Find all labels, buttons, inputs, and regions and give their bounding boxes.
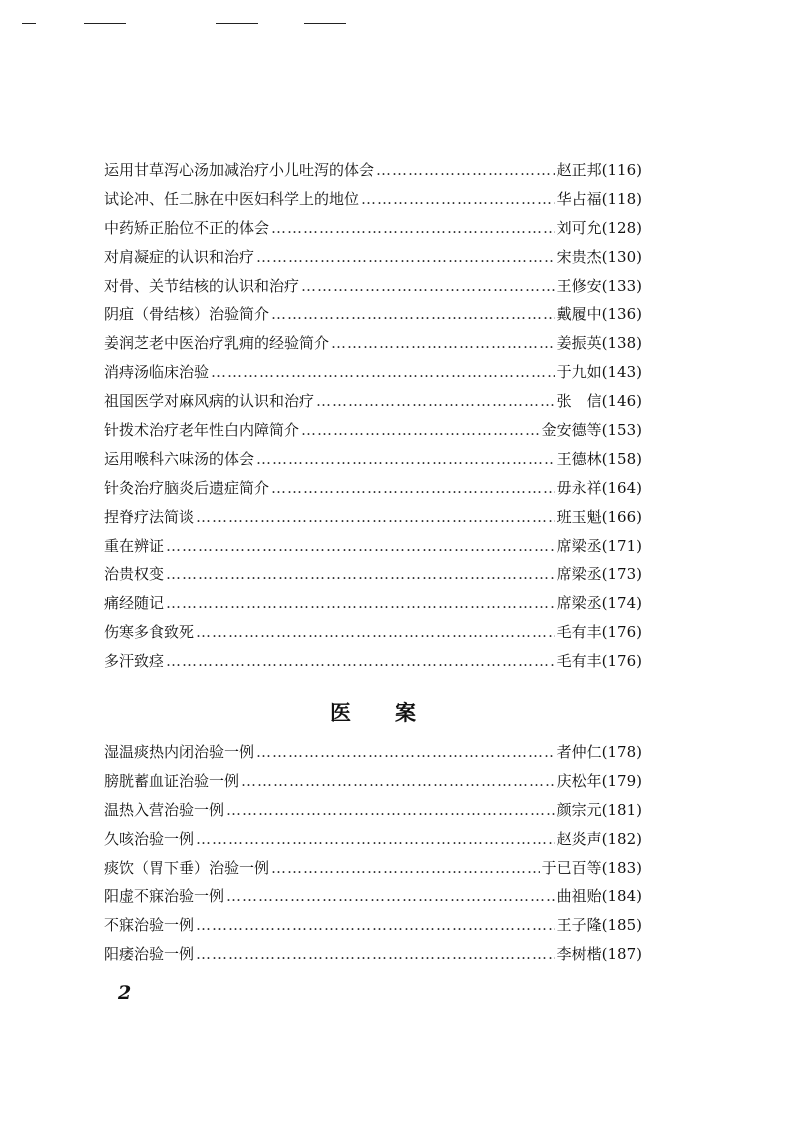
toc-entry <box>104 560 642 589</box>
toc-entry-page: (179) <box>601 771 642 790</box>
toc-entry-title: 阴疽（骨结核）治验简介 <box>104 305 270 324</box>
toc-entry-author: 宋贵杰 <box>556 247 602 266</box>
toc-entry-author: 毛有丰 <box>556 623 602 642</box>
page-number: 2 <box>118 982 132 1004</box>
toc-entry <box>104 882 642 911</box>
top-rule <box>84 23 126 24</box>
toc-entry <box>104 214 642 243</box>
dot-leader <box>226 882 555 911</box>
dot-leader <box>271 474 555 503</box>
table-of-contents-part-1 <box>104 156 642 676</box>
dot-leader <box>361 185 555 214</box>
toc-entry <box>104 156 642 185</box>
top-rule <box>304 23 346 24</box>
toc-entry-author: 赵炎声 <box>556 829 602 848</box>
toc-entry-title: 运用甘草泻心汤加减治疗小儿吐泻的体会 <box>104 161 375 179</box>
toc-entry-title: 湿温痰热内闭治验一例 <box>104 743 255 761</box>
dot-leader <box>301 272 555 301</box>
dot-leader <box>301 416 540 445</box>
toc-entry-page: (118) <box>601 189 642 208</box>
toc-entry-author: 王德林 <box>556 449 602 468</box>
toc-entry <box>104 854 642 883</box>
toc-entry-author: 曲祖贻 <box>556 887 602 906</box>
toc-entry-author: 席梁丞 <box>556 594 602 613</box>
toc-entry-page: (184) <box>601 887 642 906</box>
toc-entry <box>104 329 642 358</box>
dot-leader <box>271 854 540 883</box>
toc-entry-title: 阳痿治验一例 <box>104 945 195 964</box>
toc-entry <box>104 618 642 647</box>
toc-entry <box>104 940 642 969</box>
toc-entry-page: (183) <box>601 858 642 877</box>
toc-entry-author: 毋永祥 <box>556 478 602 497</box>
toc-entry-page: (176) <box>601 623 642 642</box>
dot-leader <box>196 825 555 854</box>
toc-entry-title: 痛经随记 <box>104 594 165 613</box>
toc-entry <box>104 647 642 676</box>
toc-entry-author: 戴履中 <box>556 305 602 324</box>
toc-entry-title: 试论冲、任二脉在中医妇科学上的地位 <box>104 189 360 208</box>
toc-entry <box>104 300 642 329</box>
dot-leader <box>166 647 555 676</box>
toc-entry-author: 刘可允 <box>556 218 602 237</box>
toc-entry-page: (128) <box>601 218 642 237</box>
toc-entry-title: 膀胱蓄血证治验一例 <box>104 771 240 790</box>
toc-entry-author: 赵正邦 <box>556 161 602 179</box>
toc-entry-page: (171) <box>601 536 642 555</box>
toc-entry-title: 重在辨证 <box>104 536 165 555</box>
toc-entry-title: 阳虚不寐治验一例 <box>104 887 225 906</box>
toc-entry <box>104 474 642 503</box>
toc-entry-title: 痰饮（胃下垂）治验一例 <box>104 858 270 877</box>
dot-leader <box>331 329 555 358</box>
toc-entry-title: 姜润芝老中医治疗乳痈的经验简介 <box>104 334 330 353</box>
toc-entry-title: 治贵权变 <box>104 565 165 584</box>
toc-entry-author: 席梁丞 <box>556 536 602 555</box>
toc-entry <box>104 387 642 416</box>
toc-entry-author: 毛有丰 <box>556 652 602 671</box>
toc-entry <box>104 796 642 825</box>
dot-leader <box>166 560 555 589</box>
toc-entry-title: 温热入营治验一例 <box>104 800 225 819</box>
dot-leader <box>196 503 555 532</box>
toc-entry <box>104 589 642 618</box>
toc-entry-page: (153) <box>601 421 642 440</box>
toc-entry <box>104 503 642 532</box>
section-heading: 医案 <box>330 700 460 725</box>
toc-entry-page: (174) <box>601 594 642 613</box>
dot-leader <box>211 358 555 387</box>
toc-entry <box>104 185 642 214</box>
toc-entry-page: (138) <box>601 334 642 353</box>
toc-entry-author: 李树楷 <box>556 945 602 964</box>
toc-entry-title: 对骨、关节结核的认识和治疗 <box>104 276 300 295</box>
toc-entry-author: 张 信 <box>556 392 602 411</box>
toc-entry-page: (116) <box>601 161 642 179</box>
dot-leader <box>256 445 555 474</box>
toc-entry-page: (133) <box>601 276 642 295</box>
toc-entry-author: 王修安 <box>556 276 602 295</box>
toc-entry-page: (176) <box>601 652 642 671</box>
toc-entry-page: (166) <box>601 507 642 526</box>
toc-entry-page: (181) <box>601 800 642 819</box>
toc-entry-title: 久咳治验一例 <box>104 829 195 848</box>
toc-entry-page: (130) <box>601 247 642 266</box>
toc-entry-author: 庆松年 <box>556 771 602 790</box>
toc-entry-title: 不寐治验一例 <box>104 916 195 935</box>
toc-entry-page: (182) <box>601 829 642 848</box>
toc-entry-title: 捏脊疗法简谈 <box>104 507 195 526</box>
toc-entry-page: (136) <box>601 305 642 324</box>
toc-entry <box>104 416 642 445</box>
toc-entry <box>104 272 642 301</box>
dot-leader <box>256 738 555 767</box>
dot-leader <box>256 243 555 272</box>
dot-leader <box>226 796 555 825</box>
dot-leader <box>271 300 555 329</box>
top-rule <box>22 23 36 24</box>
toc-entry-page: (178) <box>601 743 642 761</box>
toc-entry-author: 颜宗元 <box>556 800 602 819</box>
toc-entry <box>104 532 642 561</box>
dot-leader <box>241 767 555 796</box>
toc-entry-title: 对肩凝症的认识和治疗 <box>104 247 255 266</box>
toc-entry-title: 运用喉科六味汤的体会 <box>104 449 255 468</box>
toc-entry <box>104 911 642 940</box>
toc-entry-author: 金安德等 <box>541 421 602 440</box>
dot-leader <box>376 156 555 185</box>
toc-entry-title: 祖国医学对麻风病的认识和治疗 <box>104 392 315 411</box>
dot-leader <box>196 940 555 969</box>
toc-entry-title: 中药矫正胎位不正的体会 <box>104 218 270 237</box>
toc-entry-title: 针拨术治疗老年性白内障简介 <box>104 421 300 440</box>
toc-entry-author: 于已百等 <box>541 858 602 877</box>
toc-entry-title: 伤寒多食致死 <box>104 623 195 642</box>
toc-entry <box>104 445 642 474</box>
toc-entry-author: 王子隆 <box>556 916 602 935</box>
toc-entry-page: (143) <box>601 363 642 382</box>
toc-entry-page: (185) <box>601 916 642 935</box>
dot-leader <box>166 589 555 618</box>
toc-entry <box>104 767 642 796</box>
toc-entry-page: (158) <box>601 449 642 468</box>
toc-entry <box>104 243 642 272</box>
toc-entry-title: 消痔汤临床治验 <box>104 363 210 382</box>
dot-leader <box>196 911 555 940</box>
toc-entry-page: (146) <box>601 392 642 411</box>
toc-entry-page: (164) <box>601 478 642 497</box>
top-rule <box>216 23 258 24</box>
toc-entry <box>104 738 642 767</box>
toc-entry-author: 者仲仁 <box>556 743 602 761</box>
toc-entry-author: 于九如 <box>556 363 602 382</box>
toc-entry-page: (187) <box>601 945 642 964</box>
dot-leader <box>196 618 555 647</box>
toc-entry-title: 针灸治疗脑炎后遗症简介 <box>104 478 270 497</box>
toc-entry-title: 多汗致痉 <box>104 652 165 671</box>
toc-entry-page: (173) <box>601 565 642 584</box>
toc-entry-author: 席梁丞 <box>556 565 602 584</box>
dot-leader <box>166 532 555 561</box>
dot-leader <box>271 214 555 243</box>
dot-leader <box>316 387 555 416</box>
toc-entry-author: 华占福 <box>556 189 602 208</box>
table-of-contents-part-2 <box>104 738 642 969</box>
toc-entry <box>104 358 642 387</box>
toc-entry-author: 班玉魁 <box>556 507 602 526</box>
toc-entry <box>104 825 642 854</box>
toc-entry-author: 姜振英 <box>556 334 602 353</box>
